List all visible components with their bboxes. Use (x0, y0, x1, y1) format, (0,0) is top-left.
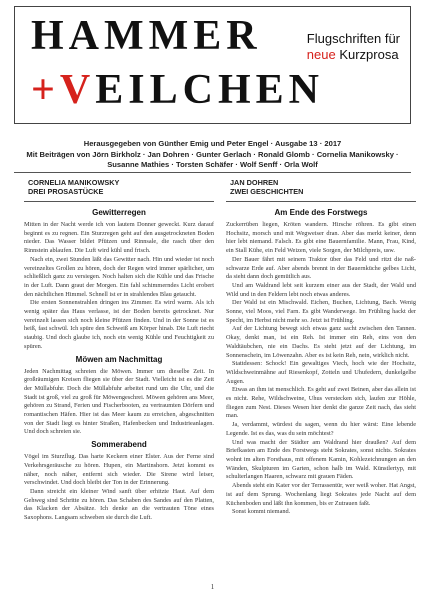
right-column (226, 178, 416, 517)
paragraph: Dann streicht ein kleiner Wind sanft über erhitzte Haut. Auf dem Gehweg sind Schritte zu hören. Das Schaben des Sandes auf den Platten, das Klacken der Absätze. Ich denke an die vertrauten Töne eines Saxophons. Langsam schweben sie durch die Luft. (24, 487, 214, 522)
paragraph: Und was macht der Städter am Waldrand hier draußen? Auf dem Briefkasten am Ende des Forstwegs steht Sokrates, sonst nichts. Sokrates wohnt im alten Forsthaus, mit offenem Kamin, Kohlezeichnungen an den Wänden, Skulpturen im Garten, schon halb im Wald. Künstlertyp, mit schulterlangen Haaren, schwarz mit grauen Fäden. (226, 438, 416, 481)
paragraph: Abends steht ein Kater vor der Terrassentür, wer weiß woher. Hat Angst, ist auf dem Sprung. Wochenlang liegt Sokrates jede Nacht auf dem Küchenboden und läßt ihn kommen, bis er Zutrauen faßt. (226, 482, 416, 507)
section-title-sommerabend: Sommerabend (91, 440, 147, 450)
left-divider (24, 201, 214, 202)
left-author: CORNELIA MANIKOWSKY (28, 178, 120, 187)
right-divider (226, 201, 416, 202)
masthead (14, 6, 411, 124)
tagline (307, 31, 400, 63)
paragraph: Sonst kommt niemand. (232, 508, 291, 516)
logo-hammer: HAMMER (31, 13, 262, 59)
tagline-line2 (307, 47, 400, 63)
logo-veilchen-rest: EILCHEN (95, 67, 324, 113)
credits-contributors: Mit Beiträgen von Jörn Birkholz · Jan Dohren · Gunter Gerlach · Ronald Glomb · Cornelia Manikowsky · (26, 149, 399, 159)
tagline-neue: neue (306, 47, 336, 62)
article-gewitterregen (24, 221, 214, 352)
paragraph: Und am Waldrand lebt seit kurzem einer aus der Stadt, der Wald und Wild und in den Feldern lebt noch etwas anderes. (226, 281, 416, 298)
logo-veilchen (31, 69, 324, 111)
article-forstweg (226, 221, 416, 517)
paragraph: Der Wald ist ein Mischwald. Eichen, Buchen, Lichtung, Bach. Wenig Sonne, viel Moos, viel Farn. Es gibt Wanderwege. Im Frühling hackt der Specht, im Herbst nicht mehr so. Jetzt ist Frühling. (226, 299, 416, 324)
right-subtitle: ZWEI GESCHICHTEN (230, 187, 304, 196)
paragraph: Ja, verdammt, würdest du sagen, wenn du hier wärst: Eine lebende Legende. Ist es das, was du sein möchtest? (226, 421, 416, 437)
article-sommerabend (24, 453, 214, 523)
paragraph: Nach ein, zwei Stunden läßt das Gewitter nach. Hin und wieder ist noch vereinzeltes Grollen zu hören, doch der Regen wird immer spärlicher, um schließlich ganz zu versiegen. Noch halten sich die Kühle und das Frische in der Luft. Dann graut der Morgen. Ein fahl schimmerndes Licht erobert den nächtlichen Himmel. Schnell ist er in strahlendes Blau getaucht. (24, 255, 214, 298)
left-column (24, 178, 214, 523)
page-number: 1 (210, 583, 215, 591)
paragraph: Jeden Nachmittag schreien die Möwen. Immer um dieselbe Zeit. In großräumigen Kreisen fliegen sie über der Stadt. Vielleicht ist es die Zeit der Müllabfuhr. Doch die Müllabfuhr arbeitet rund um die Uhr, und die Stadt ist groß, viel zu groß für Möwengeschrei. Möwen gehören ans Meer, gehören zu Strand, Ferien und Fischerbooten, zu vertraumten Dörfern und romantischen Häfen. Hier ist das Meer kaum zu erreichen, abgeschnitten von der Stadt liegt es hinter Straßen, Hafenbecken und Industrieanlagen. Und doch schreien sie. (24, 367, 214, 436)
tagline-kurzprosa: Kurzprosa (335, 47, 399, 62)
paragraph: Etwas an ihm ist menschlich. Es geht auf zwei Beinen, aber das allein ist es nicht. Rehe, Wildschweine, Uhus verstecken sich, laufen zur Höhle, fliegen zum Nest. Dieses Wesen hier denkt die ganze Zeit nach, das sieht man. (226, 386, 416, 420)
credits (0, 139, 425, 171)
paragraph: Der Bauer fährt mit seinem Traktor über das Feld und ritzt die naß-schwarze Erde auf. Aber abends brennt in der Bauernküche gelbes Licht, da sieht dann doch gemütlich aus. (226, 255, 416, 281)
header-rule (14, 172, 411, 173)
section-title-forstweg: Am Ende des Forstwegs (274, 208, 368, 217)
tagline-line1: Flugschriften für (306, 31, 400, 46)
paragraph: Zuckerrüben liegen, Kröten wandern. Hirsche röhren. Es gibt einen Hochsitz, morsch und mit Wegweiser dran. Aber das merkt keiner, denn hier lebt niemand. Falsch. Es gibt eine Bauernfamilie. Mann, Frau, Kind, ein Stall Kühe, ein Feld Weizen, viele Sorgen, der Milchpreis, usw. (226, 221, 416, 255)
left-subtitle: DREI PROSASTÜCKE (28, 187, 104, 196)
paragraph: Die ersten Sonnenstrahlen dringen ins Zimmer. Es wird warm. Als ich wenig später das Haus verlasse, ist der Boden bereits getrocknet. Nur vereinzelt lassen sich noch kleine Pfützen finden. Und in der Sonne ist es heiß, fast schwül. Ich spüre den Schweiß am Körper hinab. Die Luft riecht staubig. Und doch glaube ich, noch ein wenig Kühle und Feuchtigkeit zu spüren. (24, 299, 214, 350)
section-title-gewitterregen: Gewitterregen (92, 208, 146, 217)
right-author: JAN DOHREN (230, 178, 279, 187)
credits-contributors-2: Susanne Mathies · Torsten Schäfer · Wolf Senff · Orla Wolf (107, 160, 318, 170)
section-title-moewen: Möwen am Nachmittag (75, 354, 163, 364)
article-moewen (24, 368, 214, 438)
paragraph: Auf der Lichtung bewegt sich etwas ganz sacht zwischen den Tannen. Okay, denkt man, ist ein Reh. Ist immer ein Reh, eins von den Waldtäubchen, nie ein Dachs. Es steht jetzt auf der Lichtung, im Sonnenschein, im Löwenzahn. Aber es ist kein Reh, nein, wirklich nicht. (226, 325, 416, 359)
paragraph: Vögel im Sturzflug. Das harte Keckern einer Elster. Aus der Ferne sind Verkehrsgeräusche zu hören. Hupen, ein Martinshorn. Jetzt kommt es näher, noch näher, entfernt sich wieder. Die Sirene wird leiser, verschwindet. Und doch bleibt der Ton in der Erinnerung. (24, 453, 214, 487)
logo-plus-v: +V (31, 67, 96, 113)
credits-editors: Herausgegeben von Günther Emig und Peter Engel · Ausgabe 13 · 2017 (83, 139, 342, 148)
paragraph: Stattdessen: Schock! Ein gewaltiges Viech, hoch wie der Hochsitz, Wildschweinmähne auf Riesenkopf, Zotteln und Uhufedern, dunkelgelbe Augen. (226, 360, 416, 385)
paragraph: Mitten in der Nacht werde ich von lautem Donner geweckt. Kurz darauf beginnt es zu regnen. Ein Sturzregen geht auf den ausgetrockneten Boden nieder. Das Wasser bildet Pfützen und Rinnsale, die rasch über den Rinnstein ablaufen. Die Luft wird kühl und frisch. (24, 221, 214, 255)
